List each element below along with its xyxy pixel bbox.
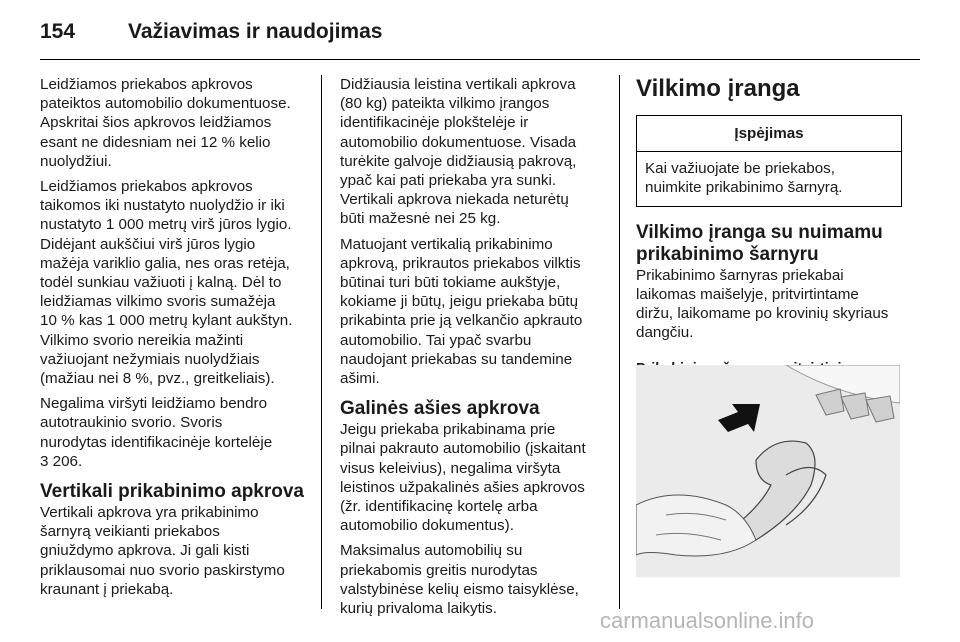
- section-title: Vilkimo įranga: [636, 75, 800, 102]
- section-heading: Vertikali prikabinimo apkrova: [40, 481, 304, 503]
- tow-hitch-illustration: [636, 365, 900, 577]
- page-number: 154: [40, 20, 76, 43]
- warning-box: [636, 115, 902, 207]
- chapter-title: Važiavimas ir naudojimas: [128, 20, 383, 43]
- subsection-heading: Vilkimo įranga su nuimamu prikabinimo šarnyru: [636, 221, 883, 265]
- paragraph: Vertikali apkrova yra prikabinimo šarnyrą veikianti priekabos gniuždymo apkrova. Ji gali kisti priklausomai nuo svorio paskirstymo kraunant į priekabą.: [40, 504, 285, 598]
- paragraph: Negalima viršyti leidžiamo bendro autotraukinio svorio. Svoris nurodytas identifikacinėje kortelėje 3 206.: [40, 394, 308, 471]
- tow-hitch-drawing: [636, 365, 900, 577]
- column-divider-2: [619, 75, 620, 609]
- warning-title: Įspėjimas: [637, 116, 901, 152]
- paragraph: Maksimalus automobilių su priekabomis greitis nurodytas valstybinėse kelių eismo taisyklėse, kurių privaloma laikytis.: [340, 542, 579, 618]
- paragraph: Jeigu priekaba prikabinama prie pilnai pakrauto automobilio (įskaitant visus keleivius), negalima viršyta leistinos užpakalinės ašies apkrovos (žr. identifikacinę kortelę arba automobilio dokumentus).: [340, 421, 586, 535]
- column-3: [636, 75, 906, 380]
- column-1: [40, 75, 308, 605]
- column-2: [340, 75, 604, 624]
- page-reference-link[interactable]: 3 206.: [40, 452, 83, 470]
- section-heading: Galinės ašies apkrova: [340, 398, 540, 420]
- paragraph: Leidžiamos priekabos apkrovos taikomos iki nustatyto nuolydžio ir iki nustatyto 1 000 metrų virš jūros lygio. Didėjant aukščiui virš jūros lygio mažėja variklio galia, nes oras retėja, todėl sunkiau važiuoti į kalną. Dėl to leidžiamas vilkimo svoris sumažėja 10 % kas 1 000 metrų kylant aukštyn. Vilkimo svorio nereikia mažinti važiuojant nežymiais nuolydžiais (mažiau nei 8 %, pvz., greitkeliais).: [40, 178, 293, 388]
- watermark: carmanualsonline.info: [600, 608, 815, 633]
- paragraph: Leidžiamos priekabos apkrovos pateiktos automobilio dokumentuose. Apskritai šios apkrovos leidžiamos esant ne didesniam nei 12 % kelio nuolydžiui.: [40, 76, 291, 170]
- column-divider-1: [321, 75, 322, 609]
- paragraph: Prikabinimo šarnyras priekabai laikomas maišelyje, pritvirtintame diržu, laikomame po krovinių skyriaus dangčiu.: [636, 266, 889, 342]
- header-divider: [40, 59, 920, 60]
- warning-text: Kai važiuojate be priekabos, nuimkite prikabinimo šarnyrą.: [645, 160, 843, 197]
- paragraph: Matuojant vertikalią prikabinimo apkrovą, prikrautos priekabos vilktis būtinai turi būti tokiame aukštyje, kokiame ji būtų, jeigu priekaba būtų prikabinta prie ją velkančio apkrauto automobilio. Tai ypač svarbu naudojant priekabas su tandemine ašimi.: [340, 235, 583, 388]
- paragraph: Didžiausia leistina vertikali apkrova (80 kg) pateikta vilkimo įrangos identifikacinėje plokštelėje ir automobilio dokumentuose. Visada turėkite galvoje didžiausią pakrovą, ypač kai pati priekaba yra sunki. Vertikali apkrova niekada neturėtų būti mažesnė nei 25 kg.: [340, 76, 577, 228]
